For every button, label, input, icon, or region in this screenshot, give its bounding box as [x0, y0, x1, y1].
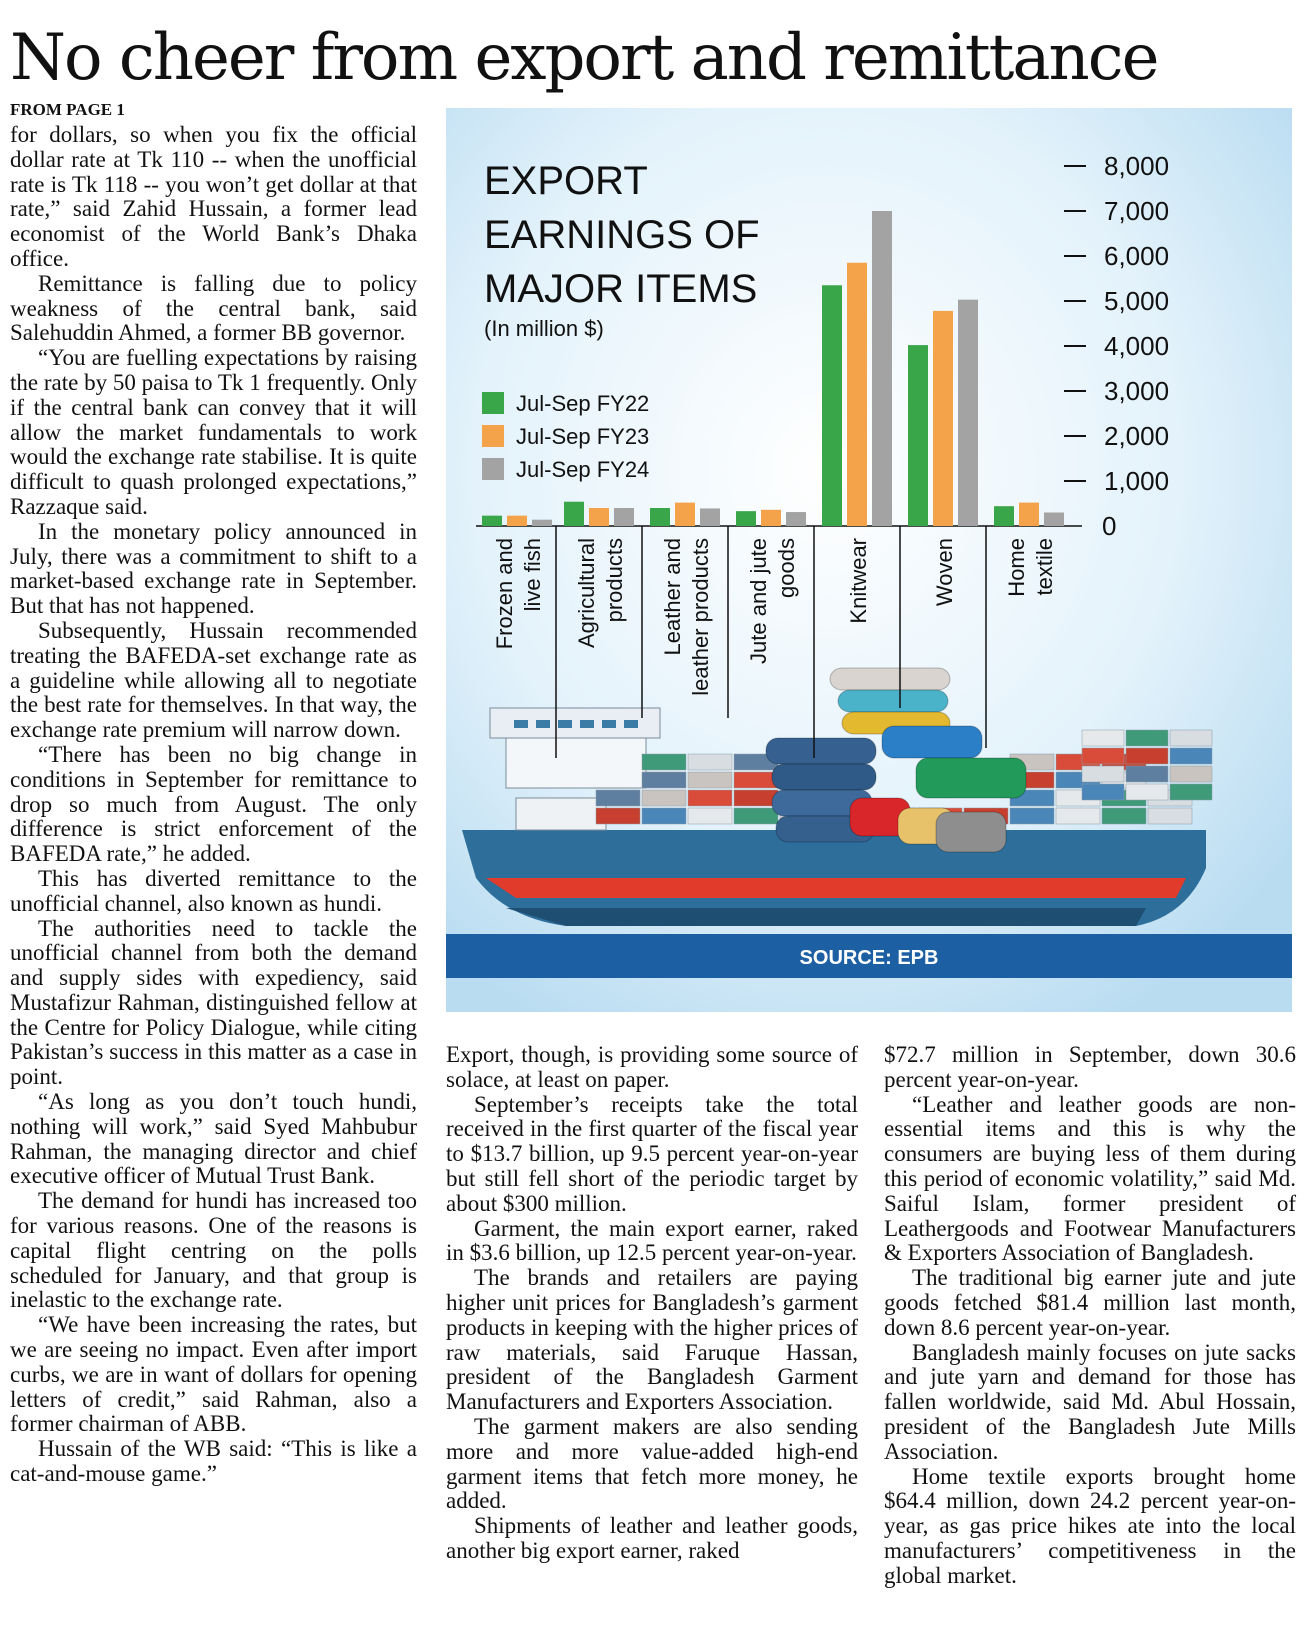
category-label-line: Jute and jute: [746, 538, 771, 664]
y-tick-label: 4,000: [1104, 331, 1170, 361]
paragraph: Garment, the main export earner, raked in $3.6 billion, up 12.5 percent year-on-year.: [446, 1215, 858, 1266]
shipping-container: [1126, 730, 1168, 746]
bar: [482, 516, 502, 526]
shipping-container: [1126, 766, 1168, 782]
bar: [700, 508, 720, 526]
category-label-line: Knitwear: [846, 538, 871, 624]
bar: [958, 300, 978, 526]
chart-title-line: MAJOR ITEMS: [484, 267, 758, 311]
shipping-container: [1082, 748, 1124, 764]
bar: [736, 511, 756, 526]
bar: [507, 516, 527, 526]
article-column-1: [10, 123, 417, 1487]
paragraph: Hussain of the WB said: “This is like a cat-and-mouse game.”: [10, 1436, 417, 1487]
y-tick-label: 3,000: [1104, 376, 1170, 406]
source-label: SOURCE: EPB: [799, 947, 939, 969]
paragraph: This has diverted remittance to the unofficial channel, also known as hundi.: [10, 865, 417, 916]
shipping-container: [642, 754, 686, 770]
shipping-container: [734, 772, 778, 788]
legend-swatch: [482, 425, 504, 447]
bar: [786, 512, 806, 526]
bar: [650, 508, 670, 526]
legend-label: Jul-Sep FY23: [516, 424, 650, 449]
paragraph: The demand for hundi has increased too for various reasons. One of the reasons is capital flight centring on the polls scheduled for January, and that group is inelastic to the exchange rate.: [10, 1188, 417, 1313]
bar: [994, 506, 1014, 526]
paragraph: for dollars, so when you fix the official dollar rate at Tk 110 -- when the unofficial rate is Tk 118 -- you won’t get dollar at that rate,” said Zahid Hussain, a former lead economist of the World Bank’s Dhaka office.: [10, 122, 417, 271]
shipping-container: [1126, 784, 1168, 800]
bridge-window: [580, 720, 594, 728]
shipping-container: [1126, 748, 1168, 764]
category-label: [932, 538, 957, 606]
paragraph: Export, though, is providing some source of solace, at least on paper.: [446, 1042, 858, 1092]
bar: [822, 285, 842, 526]
bar: [589, 508, 609, 526]
shipping-container: [596, 808, 640, 824]
export-earnings-chart: [446, 108, 1292, 1012]
paragraph: Bangladesh mainly focuses on jute sacks and jute yarn and demand for those has fallen worldwide, said Md. Abul Hossain, president of the Bangladesh Jute Mills Association.: [884, 1339, 1296, 1464]
category-label-line: Agricultural: [574, 538, 599, 649]
bridge-window: [514, 720, 528, 728]
bar: [908, 345, 928, 526]
headline: No cheer from export and remittance: [10, 21, 1158, 95]
legend-swatch: [482, 458, 504, 480]
shipping-container: [1170, 730, 1212, 746]
paragraph: Subsequently, Hussain recommended treating the BAFEDA-set exchange rate as a guideline while allowing all to negotiate the best rate for themselves. In that way, the exchange rate premium will narrow down.: [10, 617, 417, 743]
bar: [761, 510, 781, 526]
shipping-container: [734, 790, 778, 806]
bar: [872, 211, 892, 526]
paragraph: “There has been no big change in conditions in September for remittance to drop so much from August. The only difference is strict enforcement of the BAFEDA rate,” he added.: [10, 741, 417, 867]
legend-swatch: [482, 392, 504, 414]
chart-title-line: EARNINGS OF: [484, 213, 760, 257]
category-label-line: Frozen and: [492, 538, 517, 650]
bridge-window: [602, 720, 616, 728]
shipping-container: [1170, 784, 1212, 800]
paragraph: Home textile exports brought home $64.4 million, down 24.2 percent year-on-year, as gas price hikes ate into the local manufacturers’ competitiveness in the global market.: [884, 1463, 1296, 1588]
y-tick-label: 2,000: [1104, 421, 1170, 451]
shipping-container: [1102, 808, 1146, 824]
category-label-line: live fish: [520, 538, 545, 612]
bar: [564, 502, 584, 526]
y-tick-label: 6,000: [1104, 241, 1170, 271]
shipping-container: [688, 754, 732, 770]
bar: [614, 508, 634, 526]
folded-garment: [766, 738, 876, 764]
category-label-line: Home: [1004, 538, 1029, 597]
folded-garment: [830, 668, 950, 690]
bridge-window: [536, 720, 550, 728]
paragraph: “As long as you don’t touch hundi, nothing will work,” said Syed Mahbubur Rahman, the managing director and chief executive officer of Mutual Trust Bank.: [10, 1089, 417, 1189]
paragraph: “We have been increasing the rates, but we are seeing no impact. Even after import curbs, we are in want of dollars for opening letters of credit,” said Rahman, also a former chairman of ABB.: [10, 1312, 417, 1437]
folded-garment: [882, 726, 982, 758]
shipping-container: [1170, 766, 1212, 782]
shipping-container: [642, 790, 686, 806]
chart-title-line: EXPORT: [484, 159, 648, 203]
category-label: [846, 538, 871, 624]
category-label-line: Woven: [932, 538, 957, 607]
paragraph: In the monetary policy announced in July, there was a commitment to shift to a market-based exchange rate in September. But that has not happened.: [10, 518, 417, 619]
y-tick-label: 0: [1102, 511, 1117, 541]
shipping-container: [688, 772, 732, 788]
paragraph: The traditional big earner jute and jute goods fetched $81.4 million last month, down 8.6 percent year-on-year.: [884, 1265, 1296, 1340]
chart-subtitle: (In million $): [484, 316, 604, 341]
paragraph: The brands and retailers are paying higher unit prices for Bangladesh’s garment products in keeping with the higher prices of raw materials, said Faruque Hassan, president of the Bangladesh Garment Manufacturers and Exporters Association.: [446, 1265, 858, 1415]
shipping-container: [688, 790, 732, 806]
bar: [1044, 513, 1064, 527]
bar: [532, 520, 552, 526]
bar: [933, 311, 953, 526]
paragraph: The garment makers are also sending more and more value-added high-end garment items that fetch more money, he added.: [446, 1413, 858, 1514]
legend-label: Jul-Sep FY22: [516, 391, 650, 416]
shipping-container: [1082, 784, 1124, 800]
y-tick-label: 5,000: [1104, 286, 1170, 316]
bar: [847, 263, 867, 526]
ship-deckhouse: [516, 798, 606, 830]
legend-label: Jul-Sep FY24: [516, 457, 650, 482]
folded-garment: [916, 758, 1026, 798]
folded-garment: [838, 690, 948, 712]
bridge-window: [558, 720, 572, 728]
bridge-window: [624, 720, 638, 728]
shipping-container: [688, 808, 732, 824]
shipping-container: [1170, 748, 1212, 764]
shipping-container: [1148, 808, 1192, 824]
category-label-line: goods: [774, 538, 799, 598]
paragraph: “Leather and leather goods are non-essential items and this is why the consumers are buying less of them during this period of economic volatility,” said Md. Saiful Islam, former president of Leathergoods and Footwear Manufacturers & Exporters Association of Bangladesh.: [884, 1091, 1296, 1266]
shipping-container: [642, 808, 686, 824]
shipping-container: [1082, 766, 1124, 782]
category-label-line: Leather and: [660, 538, 685, 656]
bar: [1019, 503, 1039, 526]
shipping-container: [1010, 808, 1054, 824]
folded-garment: [772, 764, 876, 790]
ship-keel: [506, 908, 1146, 926]
ship-bridge: [506, 738, 646, 788]
shipping-container: [734, 808, 778, 824]
y-tick-label: 1,000: [1104, 466, 1170, 496]
paragraph: Remittance is falling due to policy weakness of the central bank, said Salehuddin Ahmed, a former BB governor.: [10, 270, 417, 346]
from-page-kicker: FROM PAGE 1: [10, 100, 125, 119]
article-column-3: [884, 1043, 1296, 1589]
paragraph: Shipments of leather and leather goods, another big export earner, raked: [446, 1513, 858, 1563]
paragraph: The authorities need to tackle the unofficial channel from both the demand and supply sides with expediency, said Mustafizur Rahman, distinguished fellow at the Centre for Policy Dialogue, while citing Pakistan’s success in this matter as a case in point.: [10, 915, 417, 1090]
article-column-2: [446, 1043, 858, 1564]
shipping-container: [1056, 808, 1100, 824]
folded-garment: [936, 812, 1006, 852]
export-chart-graphic: [446, 108, 1292, 1012]
shipping-container: [1082, 730, 1124, 746]
category-label-line: textile: [1032, 538, 1057, 596]
ship-hull-stripe: [486, 878, 1186, 898]
y-tick-label: 7,000: [1104, 196, 1170, 226]
y-tick-label: 8,000: [1104, 151, 1170, 181]
category-label-line: products: [602, 538, 627, 623]
shipping-container: [642, 772, 686, 788]
category-label-line: leather products: [688, 538, 713, 696]
paragraph: $72.7 million in September, down 30.6 percent year-on-year.: [884, 1042, 1296, 1092]
bar: [675, 503, 695, 526]
paragraph: “You are fuelling expectations by raising the rate by 50 paisa to Tk 1 frequently. Only if the central bank can convey that it will allow the market fundamentals to work would the exchange rate stabilise. It is quite difficult to quash prolonged expectations,” Razzaque said.: [10, 345, 417, 519]
paragraph: September’s receipts take the total received in the first quarter of the fiscal year to $13.7 billion, up 9.5 percent year-on-year but still fell short of the periodic target by about $300 million.: [446, 1091, 858, 1216]
shipping-container: [596, 790, 640, 806]
